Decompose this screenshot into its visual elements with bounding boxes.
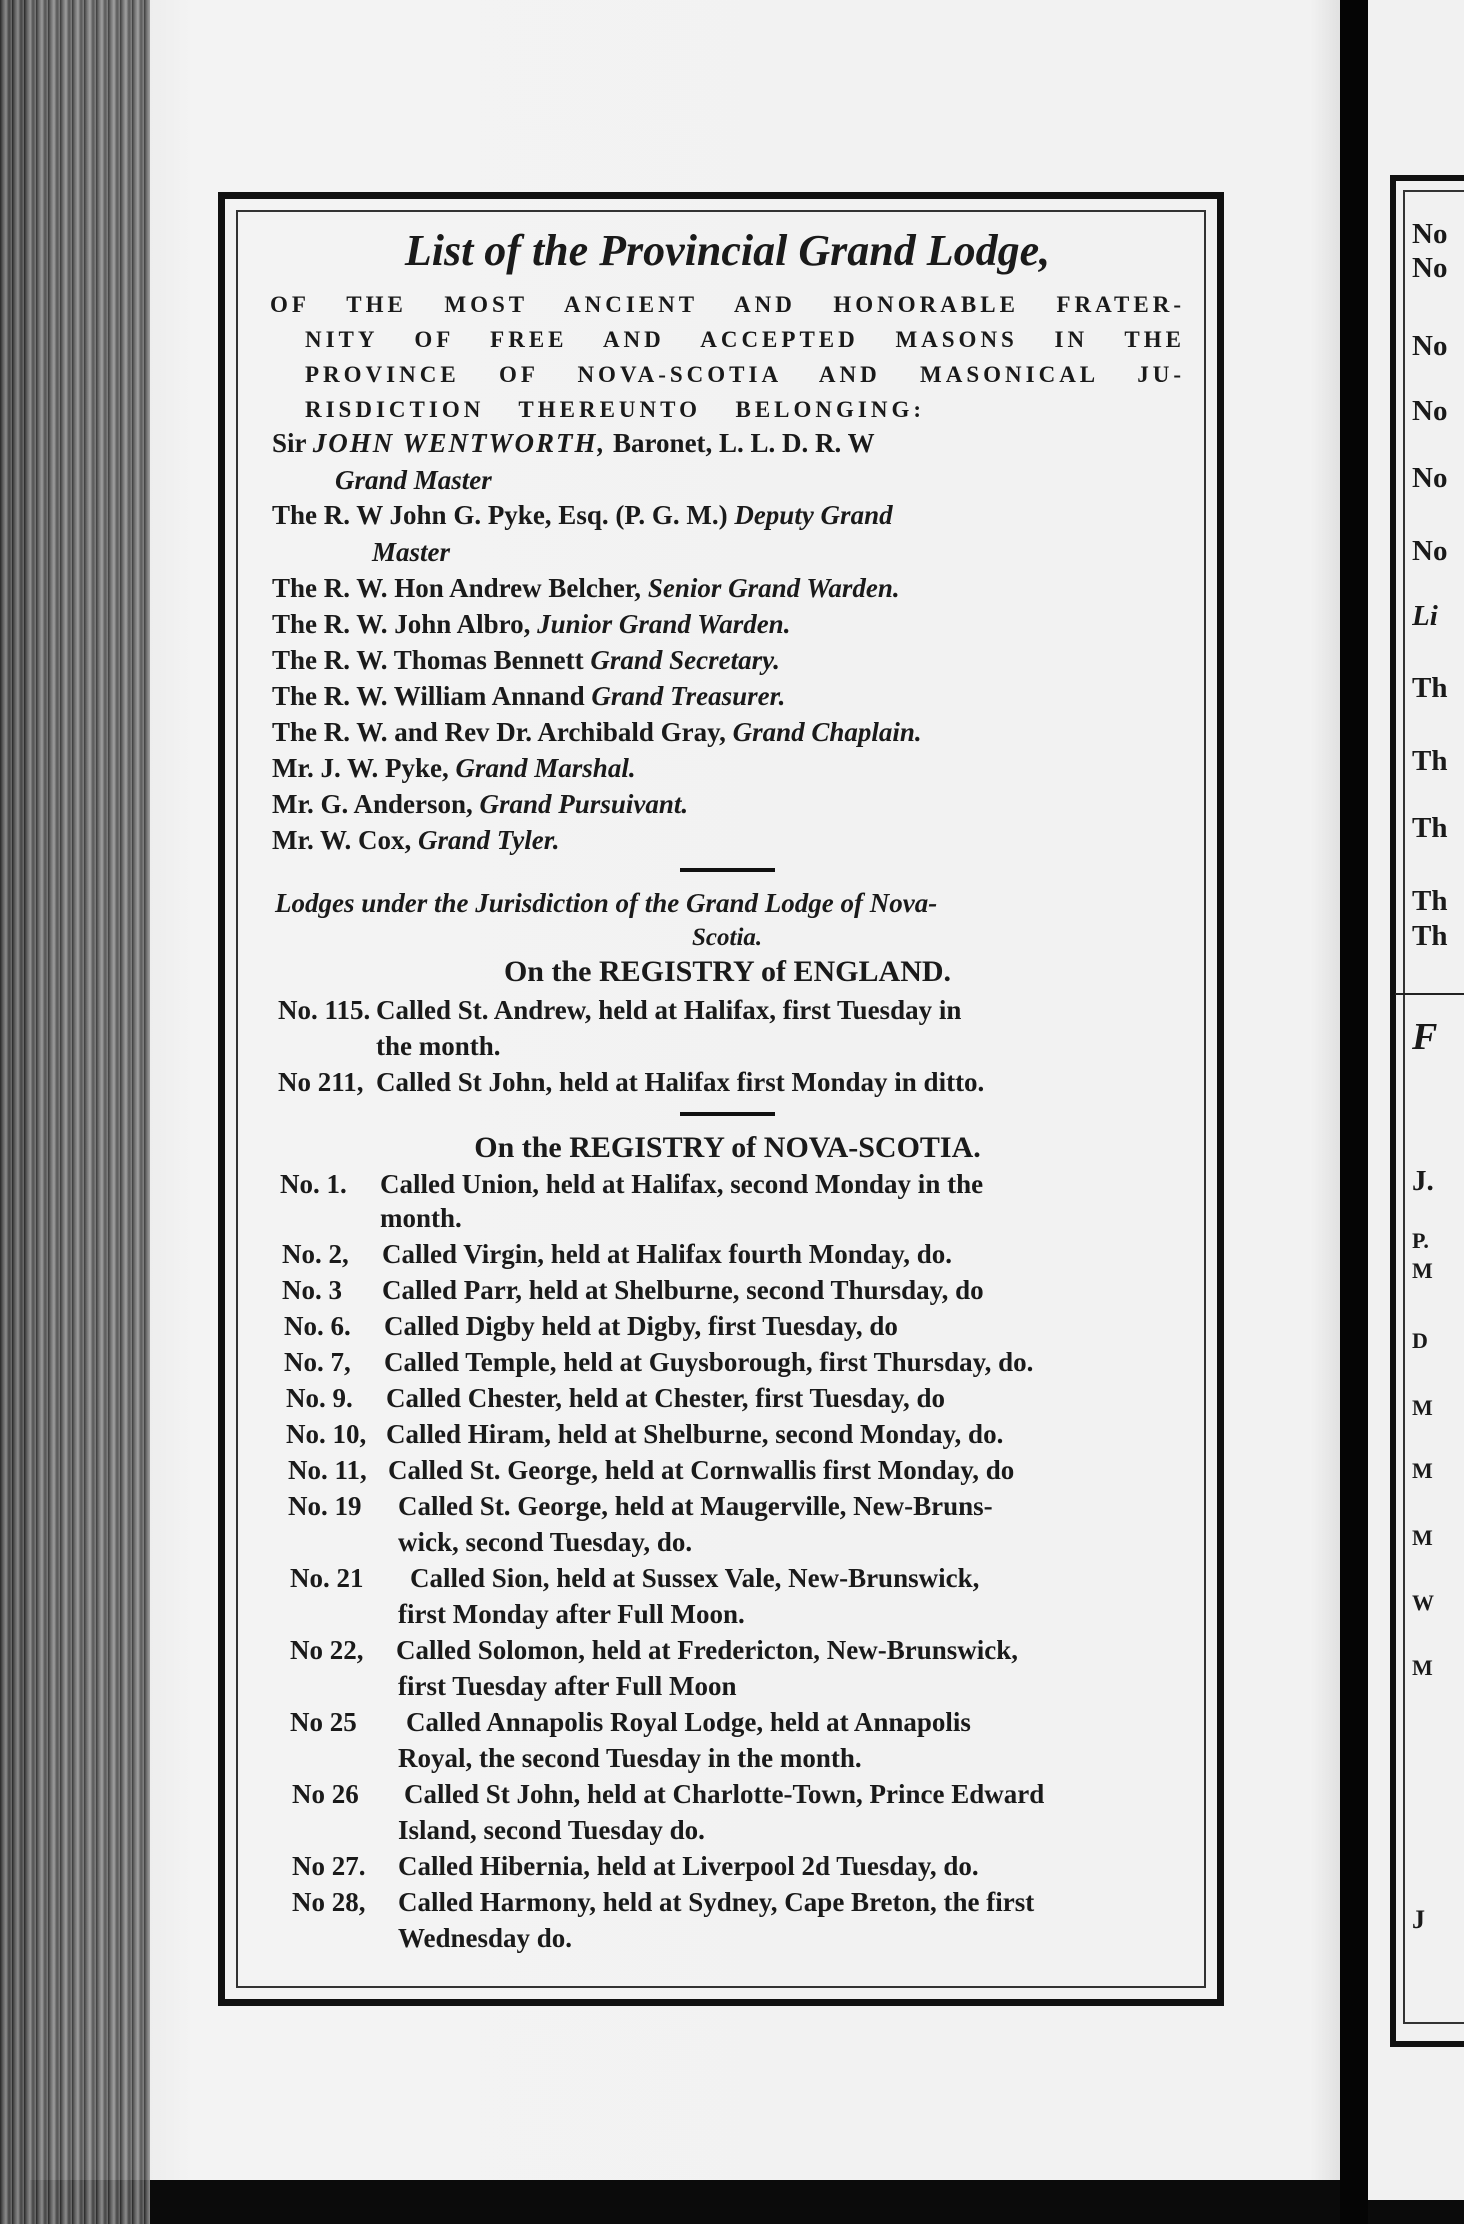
- section-rule: [680, 1112, 775, 1116]
- right-fragment: Th: [1412, 672, 1448, 704]
- lodge-entry: No 27. Called Hibernia, held at Liverpool 2d Tuesday, do.: [292, 1851, 979, 1881]
- lodge-entry-cont: the month.: [376, 1031, 501, 1061]
- officer-row: Mr. J. W. Pyke, Grand Marshal.: [272, 753, 636, 783]
- right-fragment: M: [1412, 1655, 1433, 1680]
- right-fragment: D: [1412, 1328, 1428, 1353]
- right-fragment: M: [1412, 1525, 1433, 1550]
- lodge-entry-cont: Island, second Tuesday do.: [398, 1815, 705, 1845]
- officer-row: The R. W. Thomas Bennett Grand Secretary.: [272, 645, 780, 675]
- lodge-entry: No. 21 Called Sion, held at Sussex Vale, New-Brunswick,: [290, 1563, 980, 1593]
- subtitle-line: PROVINCE OF NOVA-SCOTIA AND MASONICAL JU-: [305, 362, 1185, 387]
- officer-name: JOHN WENTWORTH,: [312, 428, 607, 458]
- lodge-entry-cont: wick, second Tuesday, do.: [398, 1527, 693, 1557]
- right-fragment: No: [1412, 462, 1448, 494]
- lodge-entry-cont: Royal, the second Tuesday in the month.: [398, 1743, 862, 1773]
- officer-title: Master: [372, 537, 451, 567]
- right-fragment: Li: [1412, 600, 1438, 632]
- right-fragment: W: [1412, 1590, 1434, 1615]
- officer-title: Senior Grand Warden.: [647, 573, 900, 603]
- subtitle-line: RISDICTION THEREUNTO BELONGING:: [305, 397, 925, 422]
- officer-row: [272, 497, 1177, 533]
- lodge-entry-cont: first Tuesday after Full Moon: [398, 1671, 737, 1701]
- officer-title: Grand Pursuivant.: [479, 789, 689, 819]
- lodge-text: Called St. Andrew, held at Halifax, first Tuesday in: [376, 995, 962, 1025]
- lodge-number: No 211,: [278, 1067, 364, 1097]
- officer-title: Grand Secretary.: [590, 645, 780, 675]
- lodge-entry: No. 2, Called Virgin, held at Halifax fourth Monday, do.: [282, 1239, 953, 1269]
- right-fragment: P.: [1412, 1228, 1429, 1253]
- lodge-entry: No. 6. Called Digby held at Digby, first Tuesday, do: [284, 1311, 898, 1341]
- lodge-entry: No 26 Called St John, held at Charlotte-Town, Prince Edward: [292, 1779, 1045, 1809]
- right-fragment: M: [1412, 1458, 1433, 1483]
- right-fragment: Th: [1412, 745, 1448, 777]
- lodge-entry: [278, 1064, 984, 1100]
- officer-row: The R. W. William Annand Grand Treasurer.: [272, 681, 786, 711]
- right-fragment: Th: [1412, 812, 1448, 844]
- officer-title: Deputy Grand: [734, 500, 893, 530]
- england-registry-heading: On the REGISTRY of ENGLAND.: [503, 955, 952, 988]
- subtitle-line: NITY OF FREE AND ACCEPTED MASONS IN THE: [305, 327, 1185, 352]
- lodge-entry-cont: first Monday after Full Moon.: [398, 1599, 745, 1629]
- officer-row: Mr. G. Anderson, Grand Pursuivant.: [272, 789, 689, 819]
- lodge-entry: No. 10, Called Hiram, held at Shelburne, second Monday, do.: [286, 1419, 1004, 1449]
- officer-rest: Baronet, L. L. D. R. W: [606, 428, 875, 458]
- page-edge: [0, 0, 150, 2224]
- lodges-heading-cont: Scotia.: [692, 924, 763, 951]
- officer-row: The R. W. John Albro, Junior Grand Warden.: [272, 609, 791, 639]
- nova-scotia-registry-heading: On the REGISTRY of NOVA-SCOTIA.: [474, 1131, 981, 1164]
- lodges-heading: Lodges under the Jurisdiction of the Grand Lodge of Nova-: [275, 888, 938, 918]
- right-fragment: M: [1412, 1395, 1433, 1420]
- right-fragment: No: [1412, 395, 1448, 427]
- lodge-entry: No. 19 Called St. George, held at Maugerville, New-Bruns-: [288, 1491, 993, 1521]
- lodge-entry-cont: Wednesday do.: [398, 1923, 573, 1953]
- lodge-entry: [278, 992, 961, 1028]
- officer-title: Junior Grand Warden.: [537, 609, 791, 639]
- right-fragment: Th: [1412, 885, 1448, 917]
- officer-title: Grand Chaplain.: [732, 717, 922, 747]
- right-fragment: J.: [1412, 1165, 1434, 1197]
- officer-title: Grand Treasurer.: [591, 681, 786, 711]
- right-fragment: M: [1412, 1258, 1433, 1283]
- book-gutter: [1340, 0, 1368, 2224]
- lodge-entry: No 22, Called Solomon, held at Fredericton, New-Brunswick,: [290, 1635, 1018, 1665]
- officer-title: Grand Master: [335, 465, 492, 495]
- lodge-entry: No 25 Called Annapolis Royal Lodge, held at Annapolis: [290, 1707, 971, 1737]
- lodge-number: No. 115.: [278, 995, 371, 1025]
- right-fragment: Th: [1412, 920, 1448, 952]
- subtitle-line: OF THE MOST ANCIENT AND HONORABLE FRATER-: [270, 292, 1185, 317]
- officer-row: The R. W. and Rev Dr. Archibald Gray, Grand Chaplain.: [272, 717, 922, 747]
- officer-title: Grand Tyler.: [418, 825, 560, 855]
- right-fragment: No: [1412, 252, 1448, 284]
- right-fragment: F: [1412, 1016, 1438, 1058]
- officer-title: Grand Marshal.: [455, 753, 636, 783]
- lodge-entry: No. 9. Called Chester, held at Chester, first Tuesday, do: [286, 1383, 946, 1413]
- right-fragment: No: [1412, 218, 1448, 250]
- section-rule: [680, 868, 775, 872]
- right-rule: [1395, 993, 1464, 995]
- right-fragment: No: [1412, 330, 1448, 362]
- lodge-entry: No. 1. Called Union, held at Halifax, second Monday in the: [280, 1169, 984, 1199]
- right-fragment: No: [1412, 535, 1448, 567]
- officer-lead: The R. W John G. Pyke, Esq. (P. G. M.): [272, 500, 735, 530]
- officer-row: Mr. W. Cox, Grand Tyler.: [272, 825, 560, 855]
- officer-row: [272, 425, 1177, 461]
- officer-row: The R. W. Hon Andrew Belcher, Senior Grand Warden.: [272, 573, 900, 603]
- lodge-entry: No. 11, Called St. George, held at Cornwallis first Monday, do: [288, 1455, 1015, 1485]
- right-fragment: J: [1412, 1905, 1425, 1934]
- officer-lead: Sir: [272, 428, 313, 458]
- lodge-entry-cont: month.: [380, 1203, 462, 1233]
- page-title: List of the Provincial Grand Lodge,: [404, 226, 1051, 275]
- lodge-text: Called St John, held at Halifax first Monday in ditto.: [376, 1067, 985, 1097]
- lodge-entry: No. 3 Called Parr, held at Shelburne, second Thursday, do: [282, 1275, 984, 1305]
- lodge-entry: No 28, Called Harmony, held at Sydney, Cape Breton, the first: [292, 1887, 1035, 1917]
- lodge-entry: No. 7, Called Temple, held at Guysborough, first Thursday, do.: [284, 1347, 1034, 1377]
